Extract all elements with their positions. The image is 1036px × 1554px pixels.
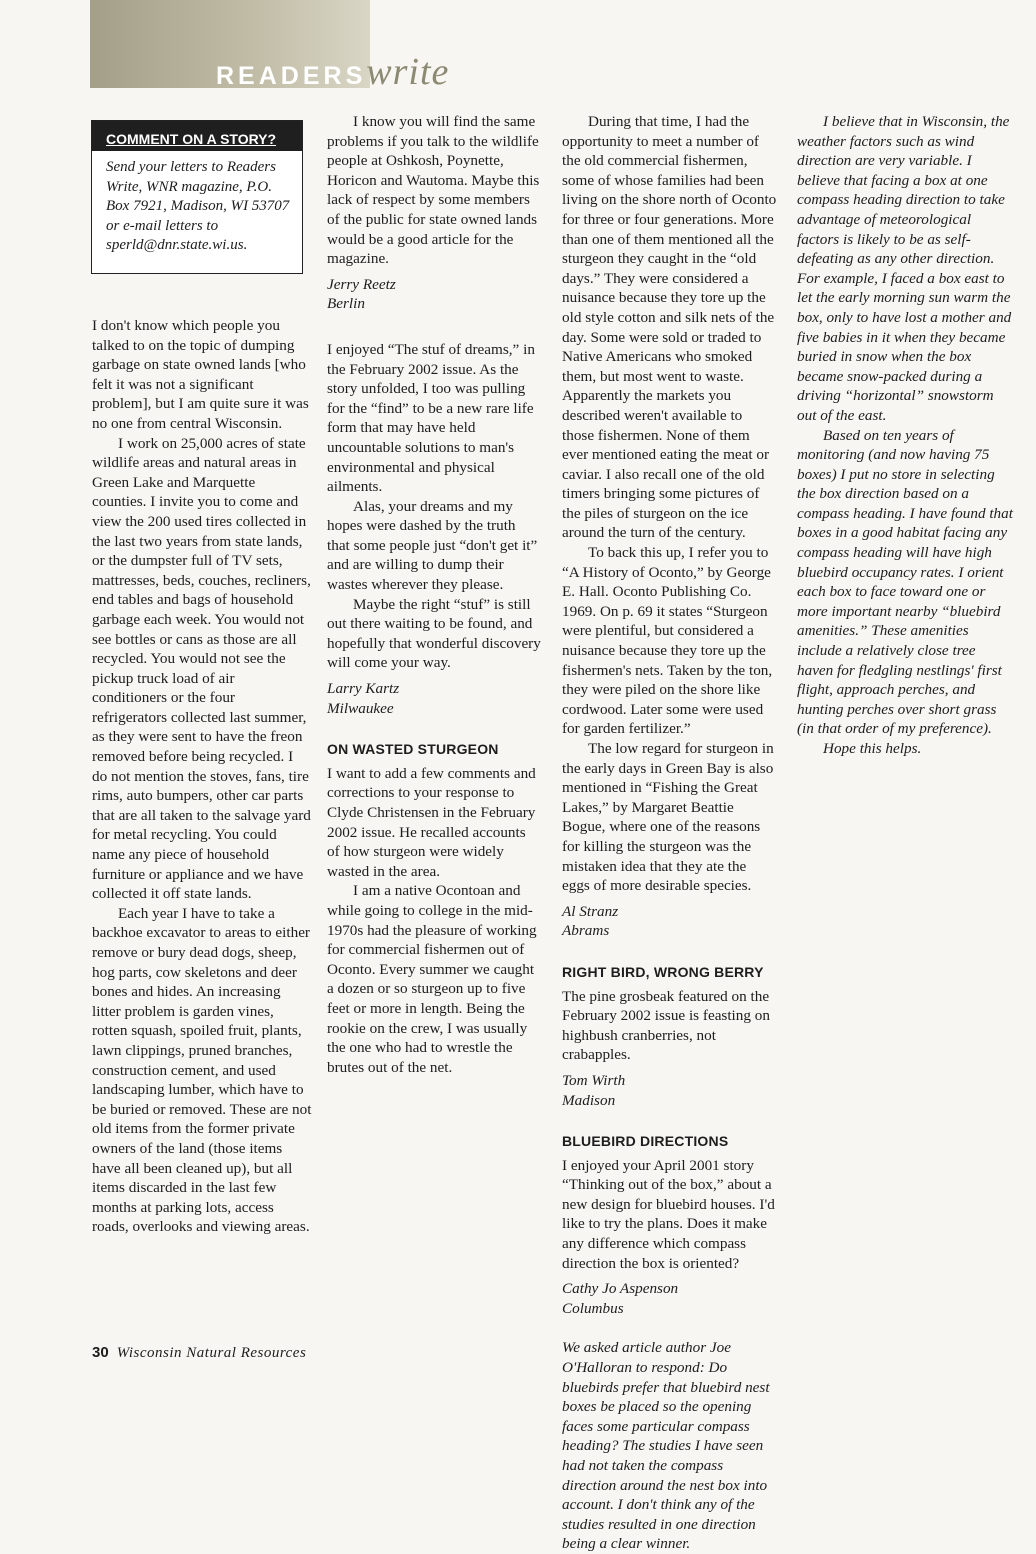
letter2-paragraph: I enjoyed “The stuf of dreams,” in the February 2002 issue. As the story unfolded, I too was pulling for the “find” to be a new rare life form that may have held uncountable solutions to man's environmental and physical ailments. (327, 340, 535, 496)
letter2-paragraph: Maybe the right “stuf” is still out there waiting to be found, and hopefully that wonderful discovery will come your way. (327, 595, 541, 672)
header-write: write (366, 51, 450, 93)
letter1-paragraph: Each year I have to take a backhoe excavator to areas to either remove or bury dead dogs, sheep, hog parts, cow skeletons and deer bones and hides. An increasing litter problem is garden vines, rotten squash, spoiled fruit, plants, lawn clippings, pruned branches, construction cement, and used landscaping lumber, which have to be buried or removed. These are not old items from the former private owners of the land (those items have all been cleaned up), but all items discarded in the last few months at parking lots, access roads, overlooks and viewing areas. (92, 904, 312, 1236)
bluebird-response-paragraph: We asked article author Joe O'Halloran to respond: Do bluebirds prefer that bluebird nest boxes be placed so the opening faces some particular compass heading? The studies I have seen had not taken the compass direction around the nest box into account. I don't think any of the studies resulted in one direction being a clear winner. (562, 1339, 770, 1553)
sturgeon-paragraph: During that time, I had the opportunity to meet a number of the old commercial fishermen, some of whose families had been living on the shore north of Oconto for three or four generations. More than one of them mentioned all the sturgeon they caught in the “old days.” They were considered a nuisance because they tore up the old style cotton and silk nets of the day. Some were sold or traded to Native Americans who smoked them, but most went to waste. Apparently the markets you described weren't available to those fishermen. None of them ever mentioned eating the meat or caviar. I also recall one of the old timers bringing some pictures of the piles of sturgeon on the ice around the turn of the century. (562, 113, 777, 542)
letter1-paragraph: I don't know which people you talked to on the topic of dumping garbage on state owned lands [who felt it was not a significant problem], but I am quite sure it was no one from central Wisconsin. (92, 317, 309, 432)
letter1-paragraph: I work on 25,000 acres of state wildlife areas and natural areas in Green Lake and Marquette counties. I invite you to come and view the 200 used tires collected in the last two years from state lands, or the dumpster full of TV sets, mattresses, beds, couches, recliners, end tables and bags of household garbage each week. You would not see bottles or cans as those are all recycled. You would not see the pickup truck load of air conditioners or the four refrigerators collected last summer, as they were sent to have the freon removed before being recycled. I do not mention the stoves, fans, tire rims, auto bumpers, other car parts that are all taken to the salvage yard for metal recycling. You could name any piece of household furniture or appliance and we have collected it off state lands. (92, 434, 311, 903)
sturgeon-paragraph: I am a native Ocontoan and while going to college in the mid-1970s had the pleasure of working for commercial fishermen out of Oconto. Every summer we caught a dozen or so sturgeon up to five feet or more in length. Being the rookie on the crew, I was usually the one who had to wrestle the brutes out of the net. (327, 882, 537, 1076)
page-footer (92, 1344, 306, 1362)
sturgeon-paragraph: To back this up, I refer you to “A History of Oconto,” by George E. Hall. Oconto Publishing Co. 1969. On p. 69 it states “Sturgeon were plentiful, but considered a nuisance because they tore up the fishermen's nets. Taken by the ton, they were piled on the shore like cordwood. Later some were used for garden fertilizer.” (562, 544, 773, 738)
letter2-signature-name: Larry Kartz (327, 680, 400, 698)
bluebird-signature-place: Columbus (562, 1299, 624, 1317)
section-header (216, 50, 449, 100)
column-1 (92, 316, 312, 1237)
bluebird-signature-name: Cathy Jo Aspenson (562, 1280, 679, 1298)
sturgeon-signature-name: Al Stranz (562, 902, 619, 920)
letter2-paragraph: Alas, your dreams and my hopes were dashed by the truth that some people just “don't get it” and are willing to dump their wastes wherever they please. (327, 497, 538, 594)
column-2 (327, 112, 542, 1077)
letter1-paragraph: I know you will find the same problems if you talk to the wildlife people at Oshkosh, Poynette, Horicon and Wautoma. Maybe this lack of respect by some members of the public for state owned lands would be a good article for the magazine. (327, 113, 540, 268)
berry-heading: RIGHT BIRD, WRONG BERRY (562, 963, 764, 980)
letter2-signature-place: Milwaukee (327, 699, 394, 717)
header-readers: READERS (216, 62, 367, 90)
berry-signature-name: Tom Wirth (562, 1071, 626, 1089)
callout-title: COMMENT ON A STORY? (92, 121, 302, 151)
bluebird-response-paragraph: Hope this helps. (823, 740, 922, 757)
sturgeon-paragraph: The low regard for sturgeon in the early days in Green Bay is also mentioned in “Fishing the Great Lakes,” by Margaret Beattie Bogue, where one of the reasons for killing the sturgeon was the mistaken idea that they ate the eggs of more desirable species. (562, 740, 774, 895)
bluebird-response-paragraph: I believe that in Wisconsin, the weather factors such as wind direction are very variable. I believe that facing a box at one compass heading direction to take advantage of meteorological factors is likely to be as self-defeating as any other direction. For example, I faced a box east to let the early morning sun warm the box, only to have lost a mother and five babies in it when they became buried in snow when the box became snow-packed during a driving “horizontal” snowstorm out of the east. (797, 113, 1012, 424)
sturgeon-signature-place: Abrams (562, 922, 610, 940)
sturgeon-heading: ON WASTED STURGEON (327, 741, 499, 758)
callout-body: Send your letters to Readers Write, WNR magazine, P.O. Box 7921, Madison, WI 53707 or e-mail letters to sperld@dnr.state.wi.us. (106, 159, 290, 254)
letter1-signature-place: Berlin (327, 295, 365, 313)
letter1-signature-name: Jerry Reetz (327, 275, 396, 293)
column-3 (562, 112, 777, 1554)
column-4 (797, 112, 1015, 759)
sturgeon-paragraph: I want to add a few comments and corrections to your response to Clyde Christensen in the February 2002 issue. He recalled accounts of how sturgeon were widely wasted in the area. (327, 764, 536, 880)
magazine-name: Wisconsin Natural Resources (116, 1345, 307, 1361)
berry-paragraph: The pine grosbeak featured on the February 2002 issue is feasting on highbush cranberries, not crabapples. (562, 987, 770, 1064)
comment-callout-box (91, 120, 303, 274)
bluebird-response-paragraph: Based on ten years of monitoring (and now having 75 boxes) I put no store in selecting the box direction based on a compass heading. I have found that boxes in a good habitat facing any compass heading will have high bluebird occupancy rates. I orient each box to face toward one or more important nearby “bluebird amenities.” These amenities include a relatively close tree haven for fledgling nestlings' first flight, approach perches, and hunting perches over short grass (in that order of my preference). (797, 426, 1013, 738)
bluebird-paragraph: I enjoyed your April 2001 story “Thinking out of the box,” about a new design for bluebird houses. I'd like to try the plans. Does it make any difference which compass direction the box is oriented? (562, 1156, 775, 1272)
page-number: 30 (92, 1344, 109, 1361)
bluebird-heading: BLUEBIRD DIRECTIONS (562, 1133, 729, 1150)
berry-signature-place: Madison (562, 1091, 616, 1109)
